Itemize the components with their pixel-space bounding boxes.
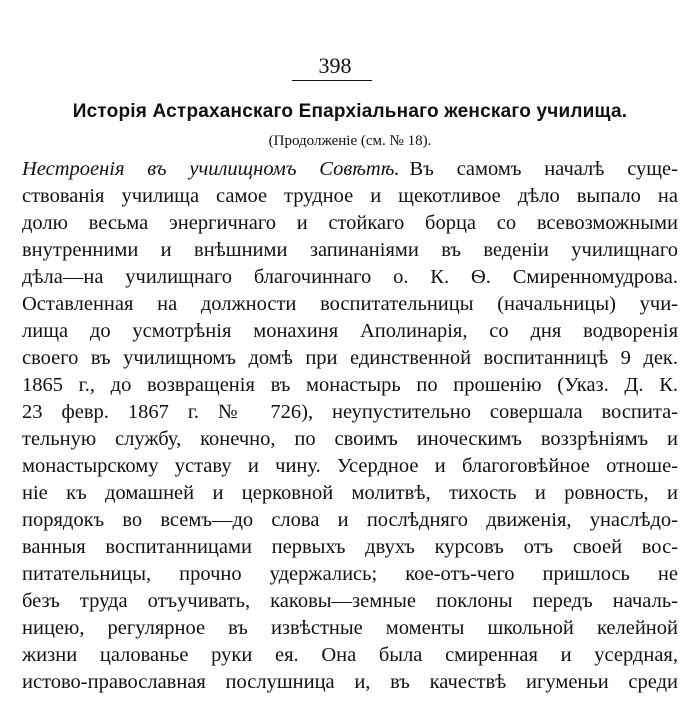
- text-line: [22, 561, 678, 588]
- text-line: [22, 480, 678, 507]
- line-text: ницею, регулярное въ извѣстные моменты школьной келейной: [22, 617, 678, 639]
- text-line: [22, 588, 678, 615]
- text-line: [22, 453, 678, 480]
- line-text: тельную службу, конечно, по своимъ иноческимъ воззрѣніямъ и: [22, 428, 678, 450]
- line-text: монастырскому уставу и чину. Усердное и благоговѣйное отноше-: [22, 455, 678, 477]
- line-text: порядокъ во всемъ—до слова и послѣдняго движенія, унаслѣдо-: [22, 509, 678, 531]
- text-line: [22, 534, 678, 561]
- text-line: [22, 156, 678, 183]
- article-body: [22, 156, 678, 696]
- line-text: жизни цалованье руки ея. Она была смиренная и усердная,: [22, 644, 678, 666]
- line-text: истово-православная послушница и, въ качествѣ игуменьи среди: [22, 671, 678, 693]
- text-line: [22, 210, 678, 237]
- article-subtitle: (Продолженіе (см. № 18).: [268, 133, 432, 149]
- text-line: [22, 237, 678, 264]
- text-line: [22, 291, 678, 318]
- line-text: Въ самомъ началѣ суще-: [409, 158, 678, 180]
- line-text: ванныя воспитанницами первыхъ двухъ курсовъ отъ своей вос-: [22, 536, 678, 558]
- page-number-rule: [292, 80, 372, 81]
- section-heading: Нестроенія въ училищномъ Совѣтѣ.: [22, 158, 400, 180]
- line-text: ніе къ домашней и церковной молитвѣ, тихость и ровность, и: [22, 482, 678, 504]
- line-text: долю весьма энергичнаго и стойкаго борца со всевозможными: [22, 212, 678, 234]
- line-text: безъ труда отъучивать, каковы—земные поклоны передъ началь-: [22, 590, 678, 612]
- article-title: Исторія Астраханскаго Епархіальнаго женскаго училища.: [72, 101, 628, 122]
- text-line: [22, 318, 678, 345]
- text-line: [22, 399, 678, 426]
- text-line: [22, 615, 678, 642]
- line-text: лища до усмотрѣнія монахиня Аполинарія, со дня водворенія: [22, 320, 678, 342]
- line-text: 23 февр. 1867 г. № 726), неупустительно совершала воспита-: [22, 401, 678, 423]
- line-text: внутренними и внѣшними запинаніями въ веденіи училищнаго: [22, 239, 678, 261]
- text-line: [22, 345, 678, 372]
- text-line: [22, 507, 678, 534]
- text-line: [22, 264, 678, 291]
- line-text: питательницы, прочно удержались; кое-отъ-чего пришлось не: [22, 563, 678, 585]
- text-line: [22, 183, 678, 210]
- text-line: [22, 642, 678, 669]
- text-line: [22, 426, 678, 453]
- line-text: Оставленная на должности воспитательницы (начальницы) учи-: [22, 293, 678, 315]
- line-text: своего въ училищномъ домѣ при единственной воспитанницѣ 9 дек.: [22, 347, 678, 369]
- line-text: дѣла—на училищнаго благочиннаго о. К. Ѳ. Смиренномудрова.: [22, 266, 678, 288]
- line-text: 1865 г., до возвращенія въ монастырь по прошенію (Указ. Д. К.: [22, 374, 678, 396]
- text-line: [22, 669, 678, 696]
- line-text: ствованія училища самое трудное и щекотливое дѣло выпало на: [22, 185, 678, 207]
- text-line: [22, 372, 678, 399]
- page-number: 398: [318, 53, 352, 78]
